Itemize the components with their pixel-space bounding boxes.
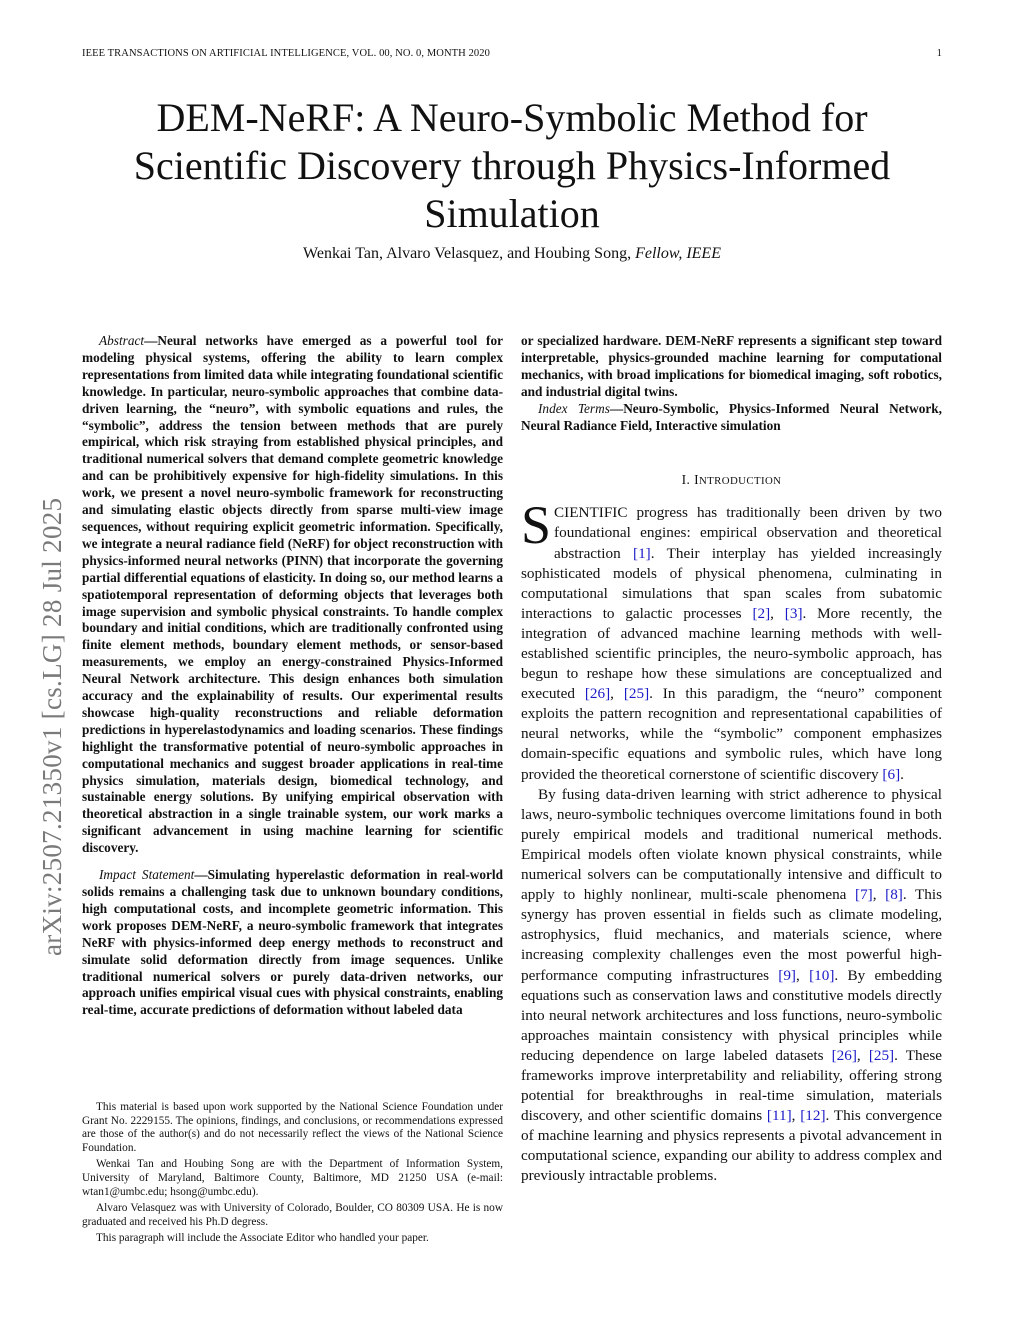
footnote: Wenkai Tan and Houbing Song are with the Department of Information System, University of Maryland, Baltimore County, Baltimore, MD 21250 USA (e-mail: wtan1@umbc.edu; hsong@umbc.edu). xyxy=(82,1158,503,1198)
text-run: , xyxy=(872,886,886,904)
section-title-initial: I xyxy=(694,472,699,488)
text-run: , xyxy=(856,1046,869,1064)
citation-link[interactable]: [25] xyxy=(868,1046,895,1064)
citation-link[interactable]: [12] xyxy=(800,1107,826,1125)
intro-paragraph xyxy=(521,495,943,784)
citation-link[interactable]: [10] xyxy=(809,966,835,984)
footnote: This paragraph will include the Associate Editor who handled your paper. xyxy=(96,1232,429,1245)
arxiv-identifier[interactable]: arXiv:2507.21350v1 [cs.LG] 28 Jul 2025 xyxy=(37,497,67,956)
title-line: DEM-NeRF: A Neuro-Symbolic Method for xyxy=(156,95,868,140)
footnote: This material is based upon work supported by the National Science Foundation under Grant No. 2229155. The opinions, findings, and conclusions, or recommendations expressed are those of the author(s) and do not necessarily reflect the views of the National Science Foundation. xyxy=(82,1101,503,1154)
citation-link[interactable]: [9] xyxy=(778,966,796,984)
citation-link[interactable]: [8] xyxy=(885,886,903,904)
text-run: . More recently, the integration of advanced machine learning methods with well-established scientific principles, the neuro-symbolic approach, has begun to reshape how these simulations are conceptualized and executed xyxy=(521,604,942,703)
section-numeral: I. xyxy=(681,472,691,488)
text-run: . This convergence of machine learning and physics represents a pivotal advancement in computational science, expanding our ability to address complex and previously intractable problems. xyxy=(521,1107,943,1185)
author-fellow: Fellow, IEEE xyxy=(635,245,721,262)
abstract-label: Abstract xyxy=(99,333,145,348)
citation-link[interactable]: [2] xyxy=(752,604,771,622)
text-run: , xyxy=(791,1107,801,1125)
impact-text: —Simulating hyperelastic deformation in real-world solids remains a challenging task due to unknown boundary conditions, high computational costs, and incomplete geometric information. This work proposes DEM-NeRF, a neuro-symbolic framework that integrates NeRF with physics-informed deep energy methods to reconstruct and simulate solid deformation directly from image sequences. Unlike traditional numerical solvers or purely data-driven networks, our approach unifies empirical visual cues with physical constraints, enabling real-time, accurate predictions of deformation without labeled data xyxy=(82,867,503,1018)
section-heading xyxy=(521,472,942,490)
text-run: By fusing data-driven learning with strict adherence to physical laws, neuro-symbolic techniques overcome limitations found in both purely empirical models and traditional numerical methods. Empirical models often violate known physical constraints, while numerical solvers can be computationally intensive and difficult to apply to highly nonlinear, multi-scale phenomena xyxy=(521,785,942,904)
intro-paragraph xyxy=(521,785,942,1187)
citation-link[interactable]: [3] xyxy=(784,604,803,622)
index-terms-text: —Neuro-Symbolic, Physics-Informed Neural Network, Neural Radiance Field, Interactive simulation xyxy=(521,400,942,433)
section-title-rest: NTRODUCTION xyxy=(698,475,782,488)
citation-link[interactable]: [11] xyxy=(766,1107,792,1125)
drop-cap: S xyxy=(521,495,552,556)
paper-title xyxy=(82,94,942,238)
text-run: . By embedding equations such as conservation laws and constitutive models directly into neural network architectures and loss functions, neuro-symbolic approaches maintain consistency with physical principles while reducing dependence on large labeled datasets xyxy=(521,966,942,1064)
right-column xyxy=(521,333,942,1187)
index-terms xyxy=(521,401,942,435)
page-number: 1 xyxy=(936,48,942,59)
abstract-text: —Neural networks have emerged as a powerful tool for modeling physical systems, offering the ability to learn complex representations from limited data while integrating foundational scientific knowledge. In particular, neuro-symbolic approaches that combine data-driven learning, the “neuro”, with symbolic equations and rules, the “symbolic”, address the tension between methods that are purely empirical, which risk straying from established physical principles, and traditional numerical solvers that demand complete geometric knowledge and can be prohibitively expensive for high-fidelity simulations. In this work, we present a novel neuro-symbolic framework for reconstructing and simulating elastic objects directly from sparse multi-view image sequences, without requiring explicit geometric information. Specifically, we integrate a neural radiance field (NeRF) for object reconstruction with physics-informed neural networks (PINN) that incorporate the governing partial differential equations of elasticity. In doing so, our method learns a spatiotemporal representation of deforming objects that leverages both image supervision and symbolic physical constraints. To handle complex boundary and initial conditions, which are traditionally confronted using finite element methods, boundary element methods, or sensor-based measurements, we employ an energy-constrained Physics-Informed Neural Network architecture. This design enhances both simulation accuracy and the explainability of results. Our experimental results showcase high-quality reconstructions and reliable deformation predictions in hyperelastodynamics and loading scenarios. These findings highlight the transformative potential of neuro-symbolic approaches in computational mechanics and suggest broader applications in real-time physics simulation, materials design, biomedical technology, and sustainable energy solutions. By unifying empirical observation with theoretical abstraction in a single trainable system, our work marks a significant advancement in using machine learning for scientific discovery. xyxy=(82,333,503,856)
running-header xyxy=(82,48,942,62)
text-run: , xyxy=(610,685,624,703)
text-run: . Their interplay has yielded increasingly sophisticated models of physical phenomena, culminating in computational simulations that span scales from subatomic interactions to galactic processes xyxy=(521,544,943,622)
impact-label: Impact Statement xyxy=(99,867,195,883)
author-list xyxy=(82,244,942,264)
text-run: . xyxy=(900,765,904,783)
citation-link[interactable]: [26] xyxy=(831,1046,857,1064)
footnote: Alvaro Velasquez was with University of Colorado, Boulder, CO 80309 USA. He is now graduated and received his Ph.D degress. xyxy=(82,1202,503,1228)
impact-continued: or specialized hardware. DEM-NeRF represents a significant step toward interpretable, physics-grounded machine learning for computational mechanics, with broad implications for biomedical imaging, soft robotics, and industrial digital twins. xyxy=(521,333,942,399)
citation-link[interactable]: [25] xyxy=(623,685,650,703)
text-run: . This synergy has proven essential in fields such as climate modeling, astrophysics, fluid mechanics, and materials science, where increasing complexity challenges even the most powerful high-performance computing infrastructures xyxy=(521,886,942,984)
citation-link[interactable]: [7] xyxy=(855,886,873,904)
title-line: Simulation xyxy=(424,191,600,236)
text-run: . In this paradigm, the “neuro” component exploits the pattern recognition and representational capabilities of neural networks, while the “symbolic” component emphasizes domain-specific equations and symbolic rules, which have long provided the theoretical cornerstone of scientific discovery xyxy=(521,685,942,783)
citation-link[interactable]: [1] xyxy=(633,544,651,562)
journal-name: IEEE TRANSACTIONS ON ARTIFICIAL INTELLIGENCE, VOL. 00, NO. 0, MONTH 2020 xyxy=(82,48,490,59)
author-names: Wenkai Tan, Alvaro Velasquez, and Houbing Song, xyxy=(303,245,632,262)
index-terms-label: Index Terms xyxy=(538,400,610,416)
citation-link[interactable]: [26] xyxy=(584,685,611,703)
title-line: Scientific Discovery through Physics-Informed xyxy=(133,143,891,188)
text-run: CIENTIFIC progress has traditionally been driven by two foundational engines: empirical observation and theoretical abstraction xyxy=(554,504,942,562)
citation-link[interactable]: [6] xyxy=(882,765,901,783)
text-run: , xyxy=(770,604,785,622)
left-column xyxy=(82,333,503,1019)
text-run: , xyxy=(796,966,810,984)
footnotes xyxy=(82,1101,503,1249)
abstract xyxy=(82,333,503,857)
impact-statement xyxy=(82,867,503,1019)
text-run: . These frameworks improve interpretability and reliability, offering strong potential for breakthroughs in real-time simulation, materials discovery, and other scientific domains xyxy=(521,1046,943,1125)
